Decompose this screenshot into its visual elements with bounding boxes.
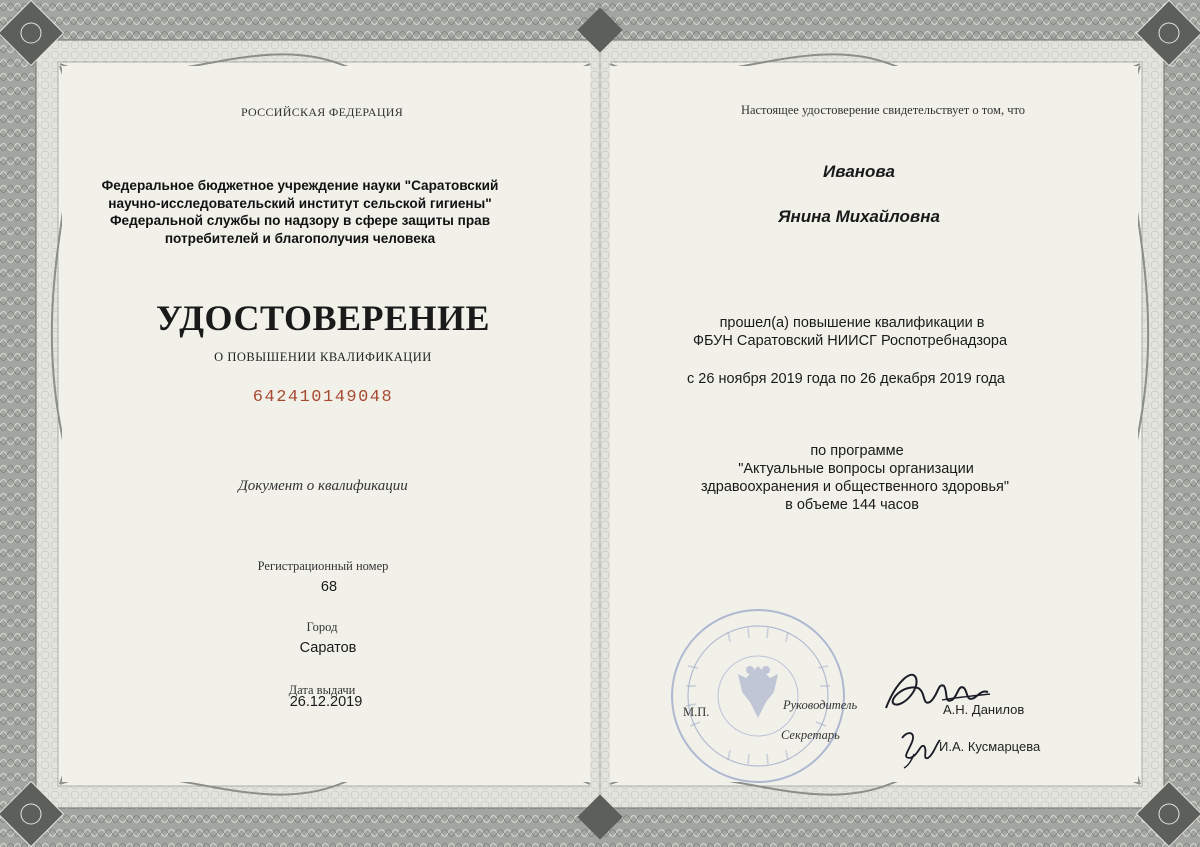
city-value: Саратов bbox=[299, 640, 357, 656]
holder-given-names: Янина Михайловна bbox=[778, 207, 940, 226]
country-name: РОССИЙСКАЯ ФЕДЕРАЦИЯ bbox=[240, 105, 404, 119]
secretary-name: И.А. Кусмарцева bbox=[939, 739, 1041, 754]
certificate-number: 642410149048 bbox=[252, 388, 394, 407]
holder-surname: Иванова bbox=[823, 162, 895, 181]
training-institution: ФБУН Саратовский НИИСГ Роспотребнадзора bbox=[692, 333, 1008, 349]
registration-label: Регистрационный номер bbox=[257, 559, 389, 573]
organization-line: Федеральной службы по надзору в сфере защиты прав bbox=[109, 213, 491, 228]
seal-label: М.П. bbox=[683, 705, 710, 719]
official-seal bbox=[658, 606, 858, 786]
issue-date-label: Дата выдачи bbox=[288, 683, 356, 697]
document-type: Документ о квалификации bbox=[238, 478, 408, 494]
head-role: Руководитель bbox=[783, 698, 858, 712]
organization-line: Федеральное бюджетное учреждение науки "Саратовский bbox=[101, 178, 499, 193]
issue-date-value: 26.12.2019 bbox=[289, 694, 363, 710]
secretary-role: Секретарь bbox=[781, 728, 840, 742]
program-label: по программе bbox=[810, 443, 904, 459]
city-label: Город bbox=[306, 620, 338, 634]
right-page bbox=[600, 0, 1200, 847]
certificate-subtitle: О ПОВЫШЕНИИ КВАЛИФИКАЦИИ bbox=[214, 350, 432, 364]
training-line: прошел(а) повышение квалификации в bbox=[719, 315, 985, 331]
registration-number: 68 bbox=[320, 579, 338, 595]
intro-text: Настоящее удостоверение свидетельствует о том, что bbox=[740, 103, 1026, 117]
program-name-line: здравоохранения и общественного здоровья" bbox=[700, 479, 1010, 495]
program-volume: в объеме 144 часов bbox=[785, 497, 919, 513]
training-period: с 26 ноября 2019 года по 26 декабря 2019 года bbox=[687, 371, 1005, 387]
certificate-title: УДОСТОВЕРЕНИЕ bbox=[155, 298, 491, 338]
program-name-line: "Актуальные вопросы организации bbox=[738, 461, 974, 477]
organization-line: научно-исследовательский институт сельской гигиены" bbox=[108, 195, 492, 211]
head-name: А.Н. Данилов bbox=[943, 702, 1025, 717]
organization-name bbox=[102, 177, 499, 247]
organization-line: потребителей и благополучия человека bbox=[164, 230, 436, 246]
